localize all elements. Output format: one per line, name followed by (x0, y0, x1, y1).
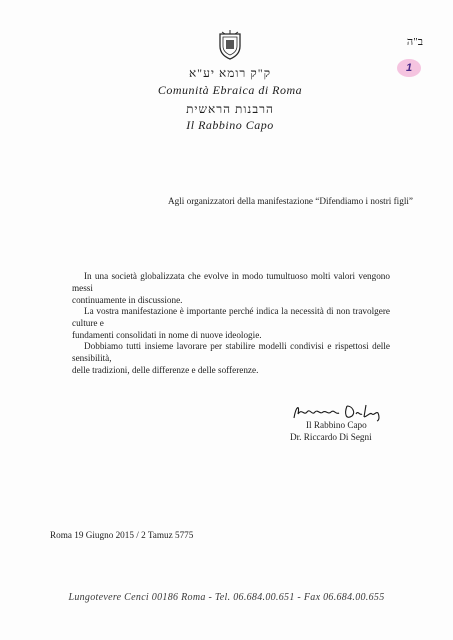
letterhead-hebrew-community: ק"ק רומא יע"א (188, 66, 272, 80)
body-paragraph (72, 270, 390, 306)
letterhead-community-name: Comunità Ebraica di Roma (157, 83, 303, 97)
paragraph-line: continuamente in discussione. (72, 295, 183, 305)
recipient-line: Agli organizzatori della manifestazione “Difendiamo i nostri figli” (168, 196, 414, 206)
corner-mark: ב"ה (406, 36, 423, 48)
community-emblem-icon (217, 30, 243, 60)
letterhead-hebrew-rabbinate: הרבנות הראשית (186, 102, 274, 116)
footer-address: Lungotevere Cenci 00186 Roma - Tel. 06.684.00.651 - Fax 06.684.00.655 (68, 592, 385, 603)
paragraph-line: fundamenti consolidati in nome di nuove ideologie. (72, 330, 262, 340)
letter-date: Roma 19 Giugno 2015 / 2 Tamuz 5775 (50, 530, 194, 540)
paragraph-line: delle tradizioni, delle differenze e delle sofferenze. (72, 365, 259, 375)
paragraph-line: Dobbiamo tutti insieme lavorare per stabilire modelli condivisi e rispettosi delle sensibilità, (72, 341, 390, 363)
letterhead-office-title: Il Rabbino Capo (186, 118, 274, 132)
page-number-badge: 1 (397, 59, 421, 77)
body-paragraph (72, 305, 390, 341)
paragraph-line: In una società globalizzata che evolve in modo tumultuoso molti valori vengono messi (72, 271, 390, 293)
signatory-name: Dr. Riccardo Di Segni (290, 432, 372, 442)
paragraph-line: La vostra manifestazione è importante perché indica la necessità di non travolgere culture e (72, 306, 390, 328)
signatory-title: Il Rabbino Capo (306, 420, 367, 430)
body-paragraph (72, 340, 390, 376)
handwritten-signature (292, 402, 384, 422)
